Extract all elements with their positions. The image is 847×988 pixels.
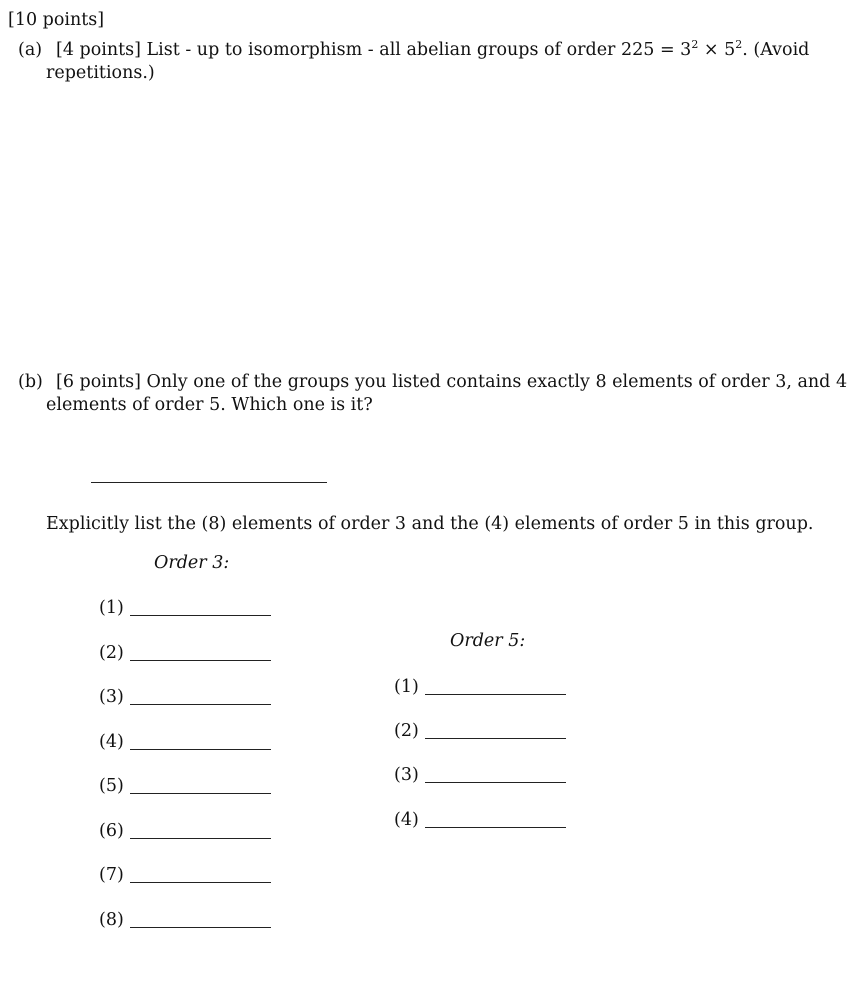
order-3-answer-line-4[interactable] [130,749,271,750]
order-3-answer-line-3[interactable] [130,704,271,705]
part-a-text: [4 points] List - up to isomorphism - all abelian groups of order 225 = 3 [56,40,692,60]
order-3-item-6: (6) [99,821,124,841]
group-answer-line[interactable] [91,482,327,483]
order-5-answer-line-4[interactable] [425,827,566,828]
part-b-question-line2: elements of order 5. Which one is it? [46,395,373,415]
part-b-question-line1: [6 points] Only one of the groups you listed contains exactly 8 elements of order 3, and 4 [56,372,847,392]
order-3-title: Order 3: [154,553,230,573]
order-3-item-2: (2) [99,643,124,663]
order-5-item-2: (2) [394,721,419,741]
order-5-answer-line-2[interactable] [425,738,566,739]
order-3-answer-line-1[interactable] [130,615,271,616]
order-3-answer-line-8[interactable] [130,927,271,928]
part-b-label: (b) [18,372,43,392]
times-5: × 5 [698,40,736,60]
order-5-answer-line-1[interactable] [425,694,566,695]
exponent-3: 2 [691,38,699,51]
order-3-answer-line-5[interactable] [130,793,271,794]
order-3-item-1: (1) [99,598,124,618]
part-b-instruction: Explicitly list the (8) elements of order 3 and the (4) elements of order 5 in this group. [46,514,814,534]
order-3-item-4: (4) [99,732,124,752]
part-a-answer-space[interactable] [46,95,746,350]
order-5-title: Order 5: [450,631,526,651]
part-a-avoid: . (Avoid [742,40,810,60]
order-5-item-4: (4) [394,810,419,830]
order-5-item-1: (1) [394,677,419,697]
order-5-item-3: (3) [394,765,419,785]
order-3-item-5: (5) [99,776,124,796]
part-a-question-line1 [56,40,809,60]
part-a-question-line2: repetitions.) [46,63,155,83]
order-3-item-8: (8) [99,910,124,930]
order-3-item-3: (3) [99,687,124,707]
order-3-answer-line-2[interactable] [130,660,271,661]
exponent-5: 2 [735,38,743,51]
order-3-item-7: (7) [99,865,124,885]
order-3-answer-line-7[interactable] [130,882,271,883]
points-header: [10 points] [8,10,105,30]
part-a-label: (a) [18,40,43,60]
order-3-answer-line-6[interactable] [130,838,271,839]
order-5-answer-line-3[interactable] [425,782,566,783]
